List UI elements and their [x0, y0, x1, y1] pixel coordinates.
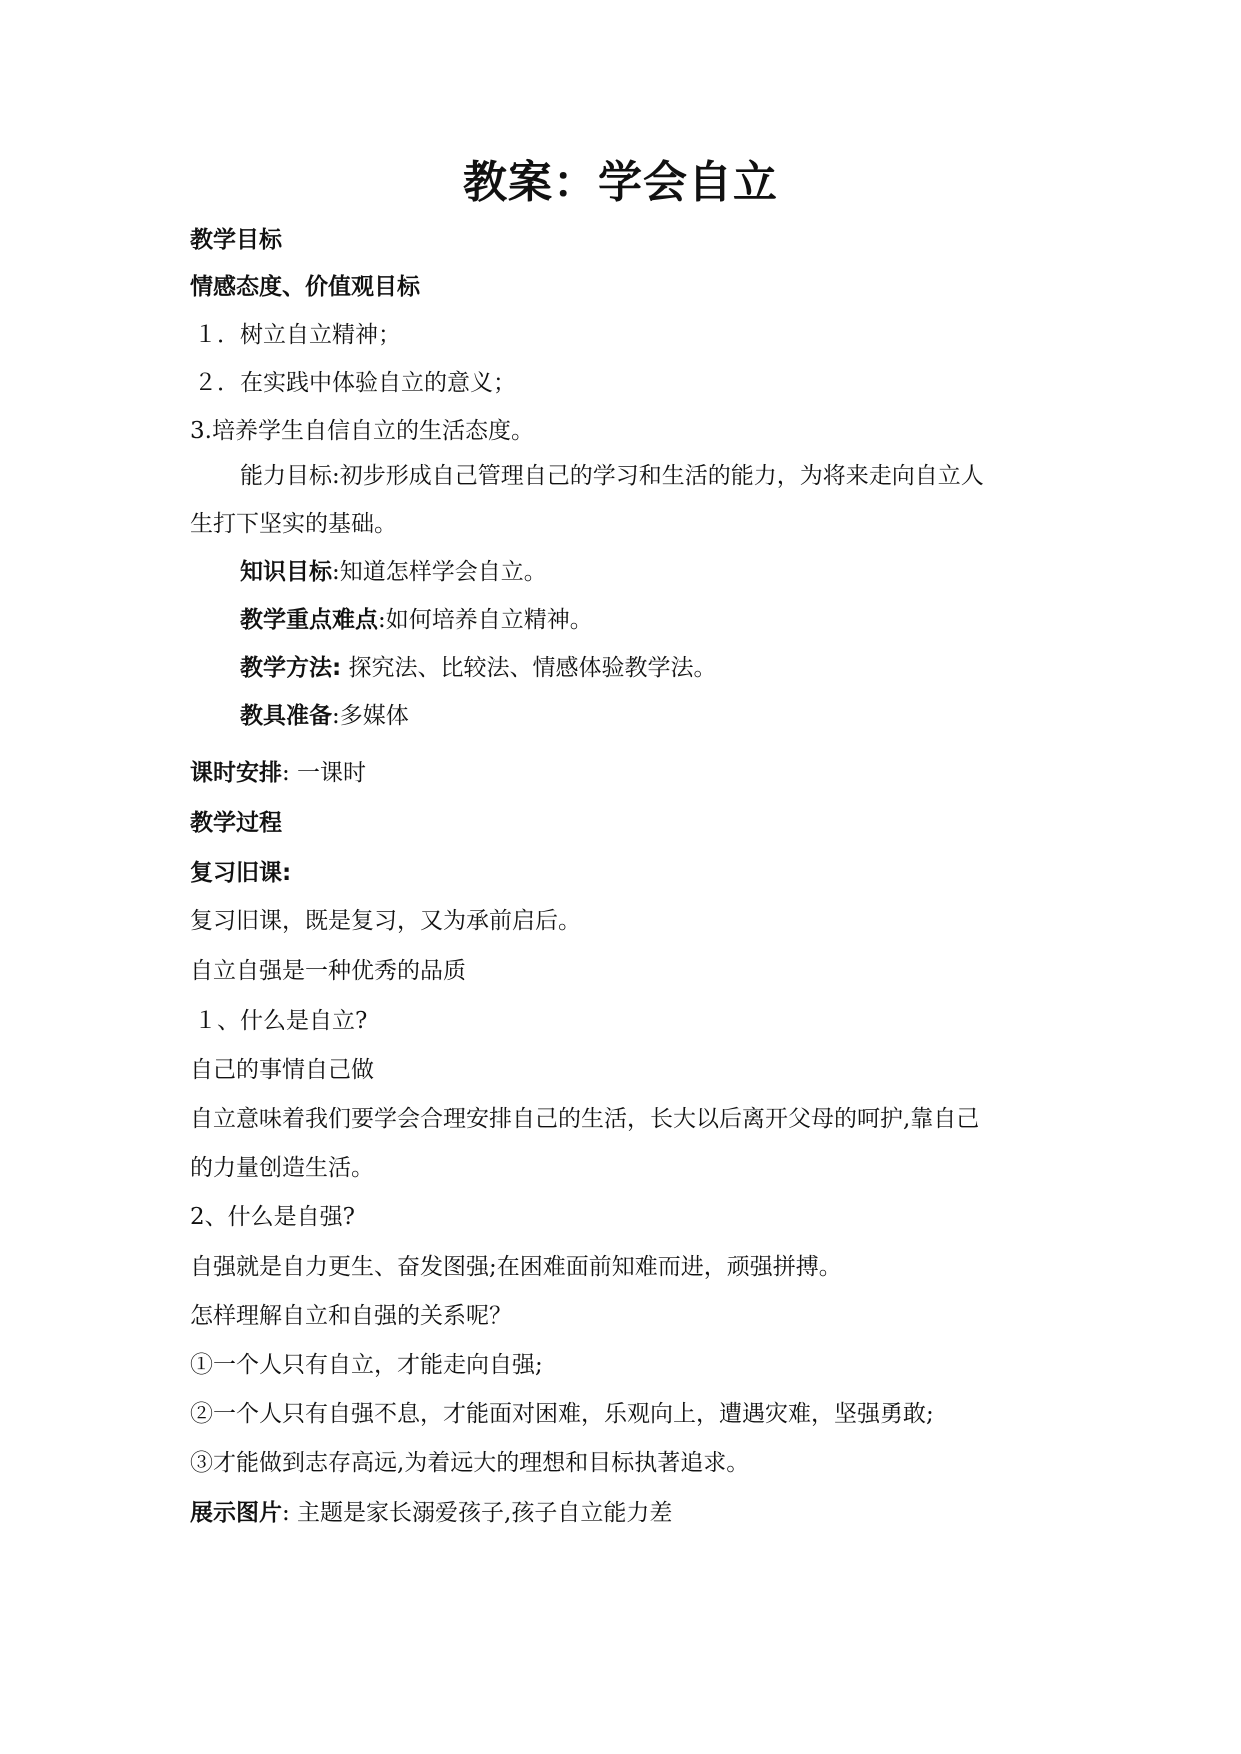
key-points: [240, 603, 593, 637]
heading-process: 教学过程: [190, 810, 282, 836]
teaching-methods-text: 探究法、比较法、情感体验教学法。: [341, 655, 717, 681]
review-line-4: 自己的事情自己做: [190, 1057, 374, 1083]
class-schedule-text: : 一课时: [282, 760, 367, 786]
knowledge-goal-text: :知道怎样学会自立。: [332, 559, 547, 585]
review-line-11: ②一个人只有自强不息，才能面对困难，乐观向上，遭遇灾难，坚强勇敢;: [190, 1401, 934, 1427]
knowledge-goal: [240, 555, 547, 589]
document-title: 教案：学会自立: [463, 157, 778, 208]
emotion-item-2: ２．在实践中体验自立的意义；: [194, 370, 516, 396]
teaching-methods-label: 教学方法:: [240, 655, 342, 681]
review-line-5: 自立意味着我们要学会合理安排自己的生活，长大以后离开父母的呵护,靠自己: [190, 1106, 980, 1132]
heading-review: 复习旧课:: [190, 860, 292, 886]
show-images-label: 展示图片: [190, 1500, 282, 1526]
review-line-12: ③才能做到志存高远,为着远大的理想和目标执著追求。: [190, 1450, 750, 1476]
teaching-tools-label: 教具准备: [240, 703, 332, 729]
review-line-9: 怎样理解自立和自强的关系呢？: [190, 1303, 512, 1329]
review-line-8: 自强就是自力更生、奋发图强;在困难面前知难而进，顽强拼搏。: [190, 1254, 842, 1280]
review-line-10: ①一个人只有自立，才能走向自强;: [190, 1352, 543, 1378]
emotion-item-1: １．树立自立精神；: [194, 322, 401, 348]
ability-goal-line-1: 能力目标:初步形成自己管理自己的学习和生活的能力，为将来走向自立人: [240, 463, 984, 489]
heading-emotion-goals: 情感态度、价值观目标: [190, 274, 420, 300]
show-images: [190, 1496, 672, 1530]
teaching-methods: [240, 651, 717, 685]
review-line-7: 2、什么是自强?: [190, 1204, 355, 1230]
class-schedule-label: 课时安排: [190, 760, 282, 786]
show-images-text: : 主题是家长溺爱孩子,孩子自立能力差: [282, 1500, 673, 1526]
teaching-tools: [240, 699, 409, 733]
knowledge-goal-label: 知识目标: [240, 559, 332, 585]
review-line-1: 复习旧课，既是复习，又为承前启后。: [190, 908, 581, 934]
class-schedule: [190, 756, 366, 790]
key-points-text: :如何培养自立精神。: [378, 607, 593, 633]
ability-goal-line-2: 生打下坚实的基础。: [190, 511, 397, 537]
teaching-tools-text: :多媒体: [332, 703, 409, 729]
key-points-label: 教学重点难点: [240, 607, 378, 633]
review-line-2: 自立自强是一种优秀的品质: [190, 958, 466, 984]
emotion-item-3: 3.培养学生自信自立的生活态度。: [190, 418, 534, 444]
heading-objectives: 教学目标: [190, 227, 282, 253]
review-line-3: １、什么是自立?: [194, 1008, 368, 1034]
review-line-6: 的力量创造生活。: [190, 1155, 374, 1181]
